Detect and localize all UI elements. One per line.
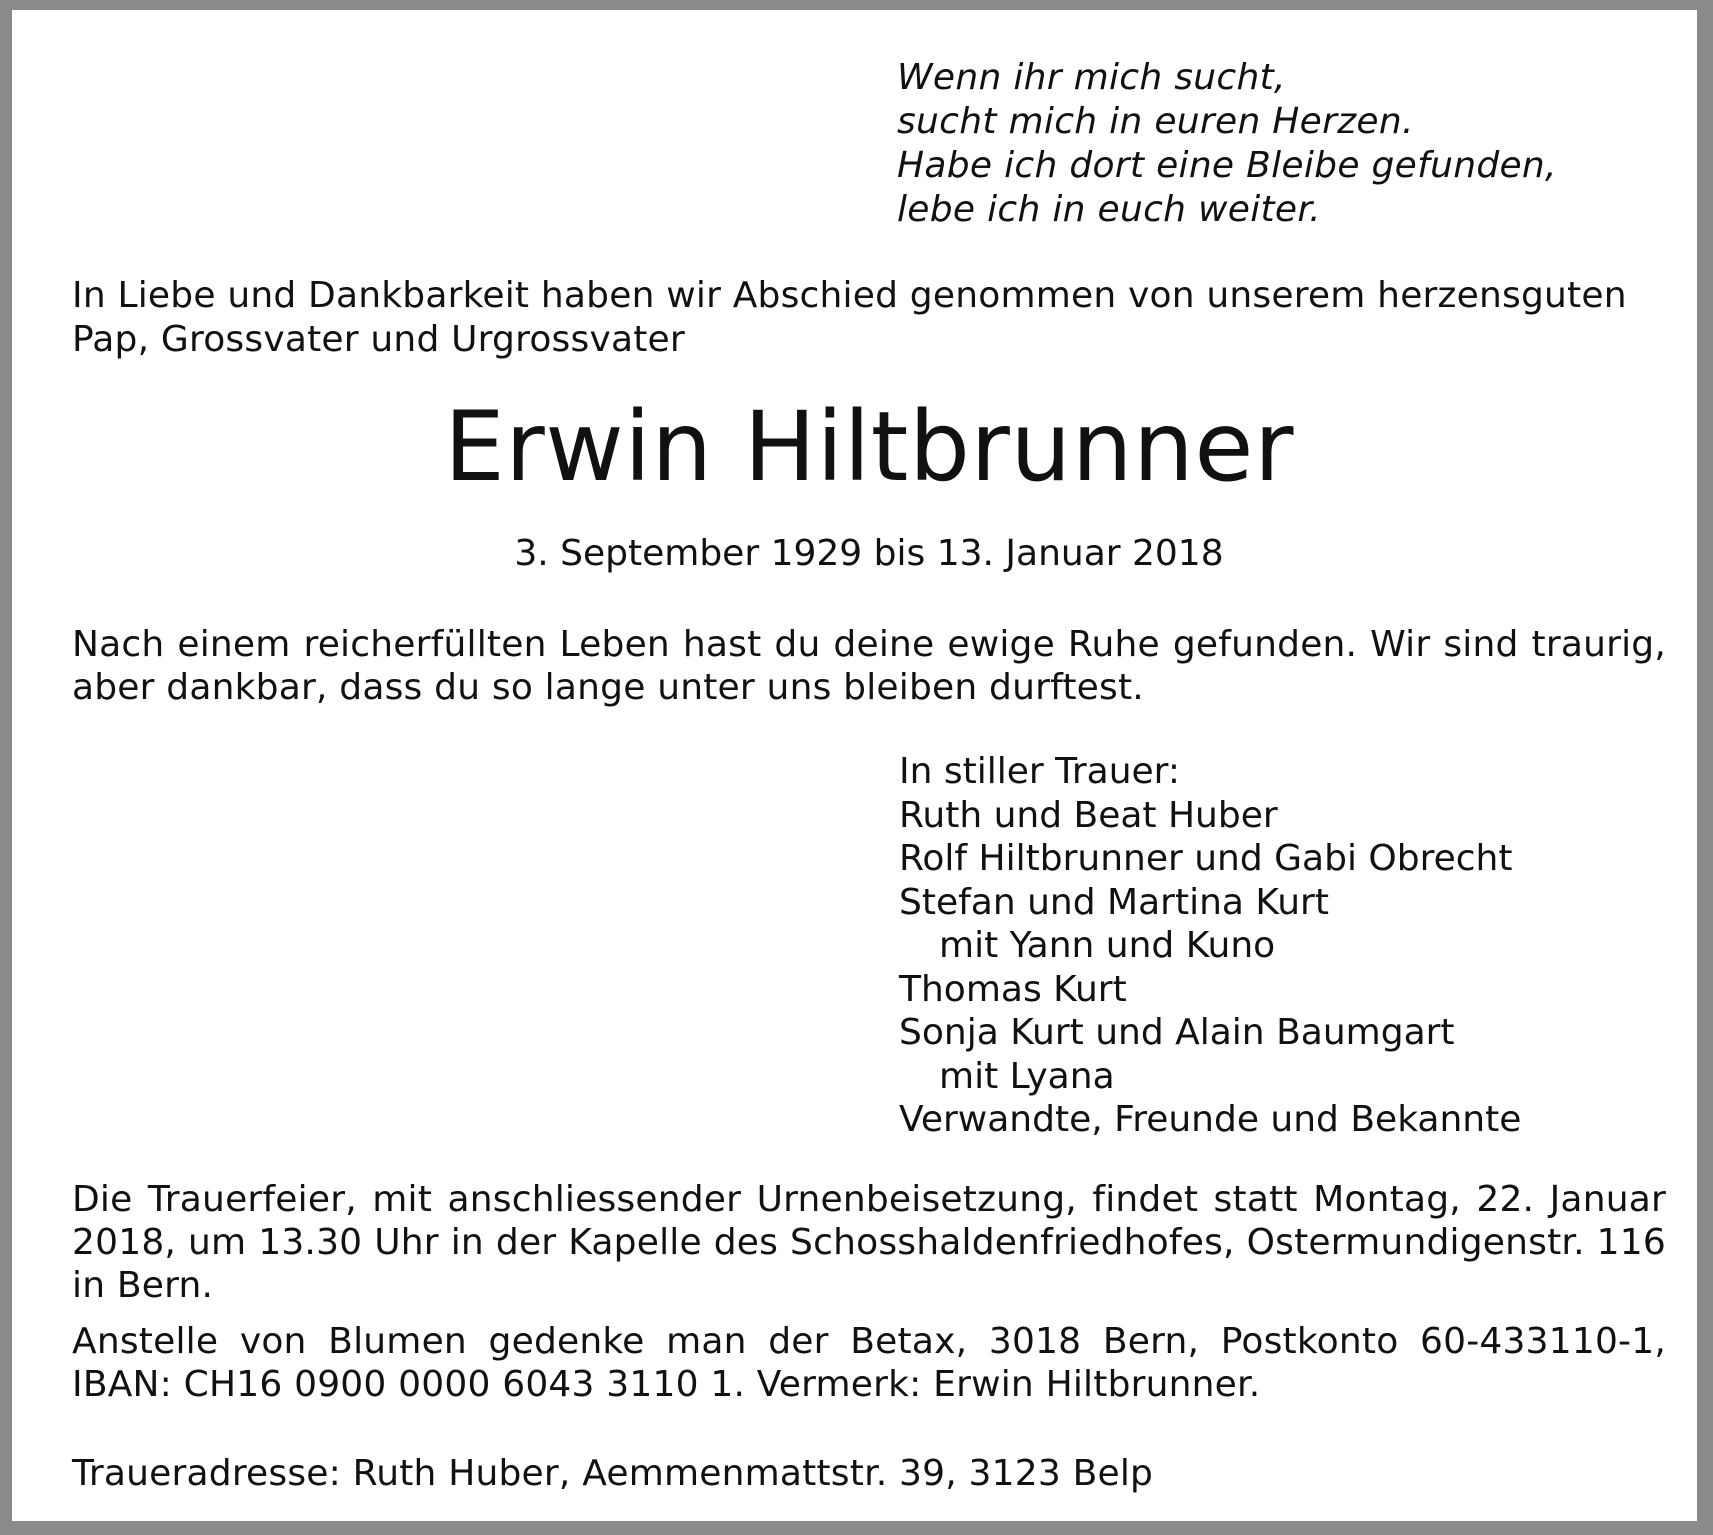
mourner-entry: Sonja Kurt und Alain Baumgart: [899, 1012, 1455, 1053]
mourner-entry: Stefan und Martina Kurt: [899, 881, 1329, 923]
poem-line: sucht mich in euren Herzen.: [897, 101, 1414, 142]
poem-line: Habe ich dort eine Bleibe gefunden,: [897, 145, 1557, 186]
intro-text: [72, 274, 1666, 362]
life-dates: 3. September 1929 bis 13. Januar 2018: [514, 533, 1224, 574]
intro-line: In Liebe und Dankbarkeit haben wir Abschied genommen von unserem herzensguten: [72, 275, 1627, 316]
deceased-name: Erwin Hiltbrunner: [444, 391, 1294, 503]
mourner-entry: mit Lyana: [939, 1055, 1115, 1097]
mourner-entry: Verwandte, Freunde und Bekannte: [899, 1099, 1522, 1140]
poem: [897, 56, 1557, 232]
poem-line: lebe ich in euch weiter.: [897, 189, 1321, 230]
donation-paragraph: Anstelle von Blumen gedenke man der Betax, 3018 Bern, Postkonto 60-433110-1, IBAN: CH16 0900 0000 6043 3110 1. Vermerk: Erwin Hiltbrunner.: [72, 1321, 1666, 1405]
mourner-entry: Ruth und Beat Huber: [899, 794, 1278, 836]
ceremony-paragraph: Die Trauerfeier, mit anschliessender Urnenbeisetzung, findet statt Montag, 22. Januar 2018, um 13.30 Uhr in der Kapelle des Schosshaldenfriedhofes, Ostermundigenstr. 116 in Bern.: [72, 1179, 1666, 1306]
mourner-entry: Thomas Kurt: [899, 968, 1127, 1010]
mourners-heading: In stiller Trauer:: [899, 751, 1180, 792]
mourning-address: Traueradresse: Ruth Huber, Aemmenmattstr. 39, 3123 Belp: [72, 1453, 1154, 1494]
poem-line: Wenn ihr mich sucht,: [897, 57, 1286, 98]
mourner-entry: mit Yann und Kuno: [939, 925, 1276, 966]
intro-line: Pap, Grossvater und Urgrossvater: [72, 319, 685, 360]
mourners-list: [899, 750, 1521, 1142]
tribute-paragraph: Nach einem reicherfüllten Leben hast du deine ewige Ruhe gefunden. Wir sind traurig, aber dankbar, dass du so lange unter uns bleiben durftest.: [72, 624, 1666, 708]
mourner-entry: Rolf Hiltbrunner und Gabi Obrecht: [899, 838, 1513, 879]
